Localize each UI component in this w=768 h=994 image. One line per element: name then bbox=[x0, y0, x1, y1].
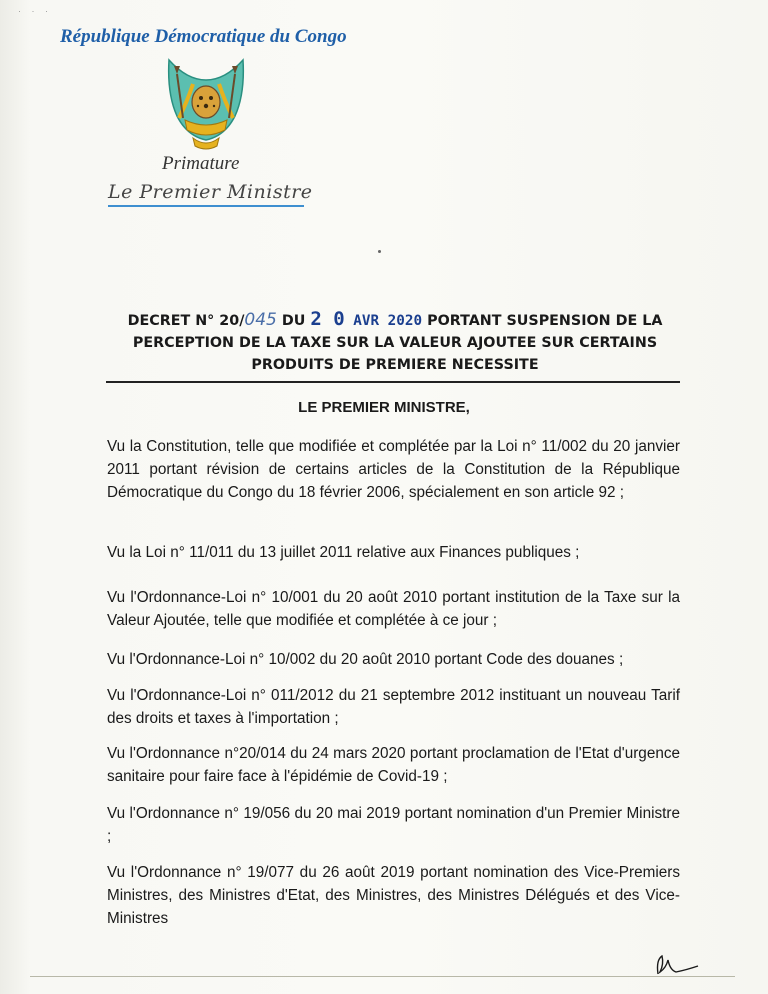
visa-paragraph: Vu l'Ordonnance n° 19/056 du 20 mai 2019 portant nomination d'un Premier Ministre ; bbox=[107, 805, 680, 845]
signatory-heading: LE PREMIER MINISTRE, bbox=[298, 399, 470, 416]
decree-title bbox=[110, 308, 680, 376]
decree-date-day: 2 0 bbox=[310, 308, 345, 330]
visa-paragraph: Vu la Constitution, telle que modifiée et complétée par la Loi n° 11/002 du 20 janvier 2011 portant révision de certains articles de la Constitution de la République Démocratique du Congo du 18 février 2006, spécialement en son article 92 ; bbox=[107, 438, 680, 501]
visa-paragraph: Vu l'Ordonnance-Loi n° 10/001 du 20 août 2010 portant institution de la Taxe sur la Valeur Ajoutée, telle que modifiée et complétée à ce jour ; bbox=[107, 589, 680, 629]
decree-du: DU bbox=[276, 313, 311, 329]
coat-of-arms-emblem bbox=[165, 54, 247, 152]
visa-paragraph: Vu l'Ordonnance-Loi n° 011/2012 du 21 septembre 2012 instituant un nouveau Tarif des droits et taxes à l'importation ; bbox=[107, 687, 680, 727]
decree-prefix: DECRET N° 20/ bbox=[127, 313, 245, 329]
visa-paragraph: Vu l'Ordonnance-Loi n° 10/002 du 20 août 2010 portant Code des douanes ; bbox=[107, 651, 624, 668]
decree-date-month-year: AVR 2020 bbox=[344, 313, 423, 329]
decree-subject: PORTANT SUSPENSION DE LA PERCEPTION DE LA TAXE SUR LA VALEUR AJOUTEE SUR CERTAINS PRODUITS DE PREMIERE NECESSITE bbox=[132, 313, 663, 373]
title-rule bbox=[106, 381, 680, 383]
scan-corner-marks: · · · bbox=[18, 6, 52, 16]
visa-paragraph: Vu l'Ordonnance n° 19/077 du 26 août 2019 portant nomination des Vice-Premiers Ministres, des Ministres d'Etat, des Ministres, des Ministres Délégués et des Vice-Ministres bbox=[107, 864, 680, 927]
scan-speck bbox=[378, 250, 381, 253]
primature-label: Primature bbox=[162, 153, 240, 174]
decree-date-stamp bbox=[310, 308, 423, 330]
visa-paragraph: Vu la Loi n° 11/011 du 13 juillet 2011 relative aux Finances publiques ; bbox=[107, 544, 580, 561]
premier-underline bbox=[108, 205, 304, 207]
page-bottom-line bbox=[30, 976, 735, 977]
visa-paragraph: Vu l'Ordonnance n°20/014 du 24 mars 2020 portant proclamation de l'Etat d'urgence sanitaire pour faire face à l'épidémie de Covid-19 ; bbox=[107, 745, 680, 785]
country-name: République Démocratique du Congo bbox=[60, 26, 347, 47]
decree-number: 045 bbox=[244, 310, 277, 330]
premier-ministre-label: Le Premier Ministre bbox=[108, 181, 313, 203]
